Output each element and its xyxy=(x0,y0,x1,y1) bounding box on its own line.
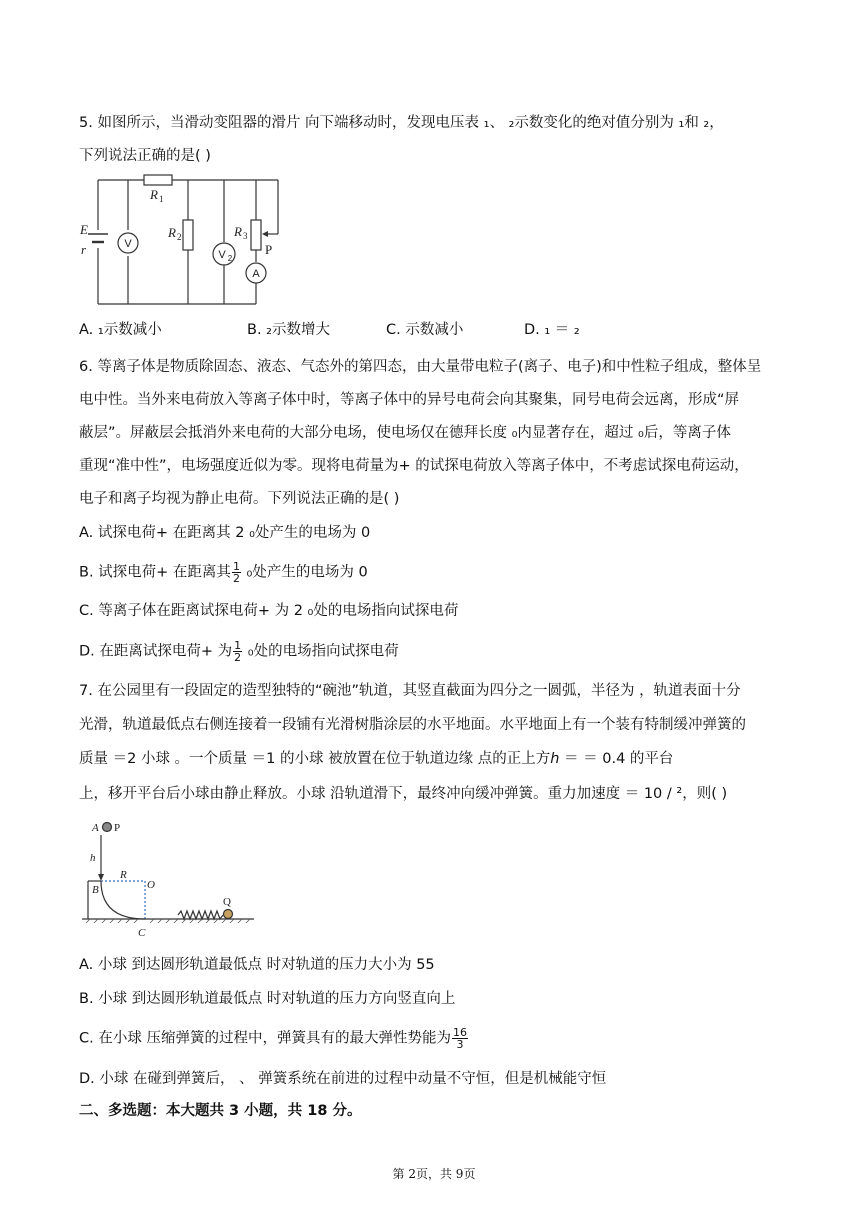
label-R1: R xyxy=(150,187,158,202)
q7-stem-line3: 质量 ＝2 小球 。一个质量 ＝1 的小球 被放置在位于轨道边缘 点的正上方ℎ ＝ ＝ 0.4 的平台 xyxy=(79,751,674,767)
label-A: A xyxy=(92,822,99,834)
label-R2-sub: 2 xyxy=(177,232,182,242)
label-r: r xyxy=(81,242,87,257)
label-P: P xyxy=(265,242,273,257)
label-R: R xyxy=(120,869,127,881)
label-P: P xyxy=(114,822,121,834)
q6-option-b-pre: B. 试探电荷+ 在距离其 xyxy=(79,564,231,581)
label-E: E xyxy=(80,222,88,237)
label-B: B xyxy=(92,884,99,896)
label-O: O xyxy=(147,879,155,891)
q7-option-a: A. 小球 到达圆形轨道最低点 时对轨道的压力大小为 55 xyxy=(79,957,435,973)
q7-option-c-fraction xyxy=(452,1027,468,1050)
q6-option-d-post: ₀处的电场指向试探电荷 xyxy=(243,643,399,660)
label-C: C xyxy=(138,927,146,939)
q5-circuit-figure xyxy=(78,172,308,312)
voltmeter-V2-icon: V xyxy=(218,249,226,261)
ammeter-A-icon: A xyxy=(252,268,260,280)
q7-option-b: B. 小球 到达圆形轨道最低点 时对轨道的压力方向竖直向上 xyxy=(79,991,456,1007)
page-footer: 第 2页，共 9页 xyxy=(392,1167,476,1181)
q5-option-d: D. ₁ ＝ ₂ xyxy=(524,322,580,338)
q6-option-c: C. 等离子体在距离试探电荷+ 为 2 ₀处的电场指向试探电荷 xyxy=(79,603,459,619)
label-h: h xyxy=(90,852,96,864)
label-R3: R xyxy=(234,224,242,239)
q6-option-b-fraction xyxy=(232,561,241,584)
q6-stem-line5: 电子和离子均视为静止电荷。下列说法正确的是( ) xyxy=(79,491,400,507)
q7-option-d: D. 小球 在碰到弹簧后， 、 弹簧系统在前进的过程中动量不守恒，但是机械能守恒 xyxy=(79,1071,607,1087)
q6-option-b xyxy=(79,561,368,584)
q7-track-figure xyxy=(78,815,258,940)
q5-stem-line2: 下列说法正确的是( ) xyxy=(79,148,211,164)
frac-numerator: 1 xyxy=(232,560,240,573)
voltmeter-V1-icon: V xyxy=(124,238,132,250)
q6-option-d xyxy=(79,640,399,663)
q6-stem-line4: 重现“准中性”，电场强度近似为零。现将电荷量为+ 的试探电荷放入等离子体中，不考虑试探电荷运动， xyxy=(79,458,749,474)
q5-option-a: A. ₁示数减小 xyxy=(79,322,162,338)
voltmeter-V2-sub: 2 xyxy=(227,254,233,263)
frac-numerator: 16 xyxy=(452,1026,467,1039)
q6-stem-line1: 6. 等离子体是物质除固态、液态、气态外的第四态，由大量带电粒子(离子、电子)和中性粒子组成，整体呈 xyxy=(79,359,762,375)
label-R2: R xyxy=(168,225,176,240)
q7-stem-line4: 上，移开平台后小球由静止释放。小球 沿轨道滑下，最终冲向缓冲弹簧。重力加速度 ＝ 10 / ²，则( ) xyxy=(79,786,728,802)
q5-stem-line1: 5. 如图所示，当滑动变阻器的滑片 向下端移动时，发现电压表 ₁、 ₂示数变化的绝对值分别为 ₁和 ₂， xyxy=(79,115,724,131)
frac-numerator: 1 xyxy=(234,639,242,652)
q7-option-c-pre: C. 在小球 压缩弹簧的过程中，弹簧具有的最大弹性势能为 xyxy=(79,1030,451,1047)
q7-stem-line1: 7. 在公园里有一段固定的造型独特的“碗池”轨道，其竖直截面为四分之一圆弧，半径为 ，轨道表面十分 xyxy=(79,683,741,699)
q5-option-b: B. ₂示数增大 xyxy=(247,322,330,338)
q6-option-d-fraction xyxy=(233,640,242,663)
frac-denominator: 3 xyxy=(456,1038,464,1051)
q6-stem-line3: 蔽层”。屏蔽层会抵消外来电荷的大部分电场，使电场仅在德拜长度 ₀内显著存在，超过 ₀后，等离子体 xyxy=(79,425,731,441)
label-R3-sub: 3 xyxy=(243,231,248,241)
q7-stem-line2: 光滑，轨道最低点右侧连接着一段铺有光滑树脂涂层的水平地面。水平地面上有一个装有特制缓冲弹簧的 xyxy=(79,717,746,733)
q6-option-d-pre: D. 在距离试探电荷+ 为 xyxy=(79,643,233,660)
label-R1-sub: 1 xyxy=(159,194,164,204)
frac-denominator: 2 xyxy=(232,572,240,585)
q5-option-c: C. 示数减小 xyxy=(386,322,464,338)
frac-denominator: 2 xyxy=(234,651,242,664)
q6-stem-line2: 电中性。当外来电荷放入等离子体中时，等离子体中的异号电荷会向其聚集，同号电荷会远离，形成“屏 xyxy=(79,392,740,408)
label-Q: Q xyxy=(223,896,231,908)
section-heading-multiple-choice: 二、多选题：本大题共 3 小题，共 18 分。 xyxy=(79,1103,362,1119)
q7-option-c xyxy=(79,1027,469,1050)
q6-option-a: A. 试探电荷+ 在距离其 2 ₀处产生的电场为 0 xyxy=(79,525,371,541)
q6-option-b-post: ₀处产生的电场为 0 xyxy=(241,564,368,581)
